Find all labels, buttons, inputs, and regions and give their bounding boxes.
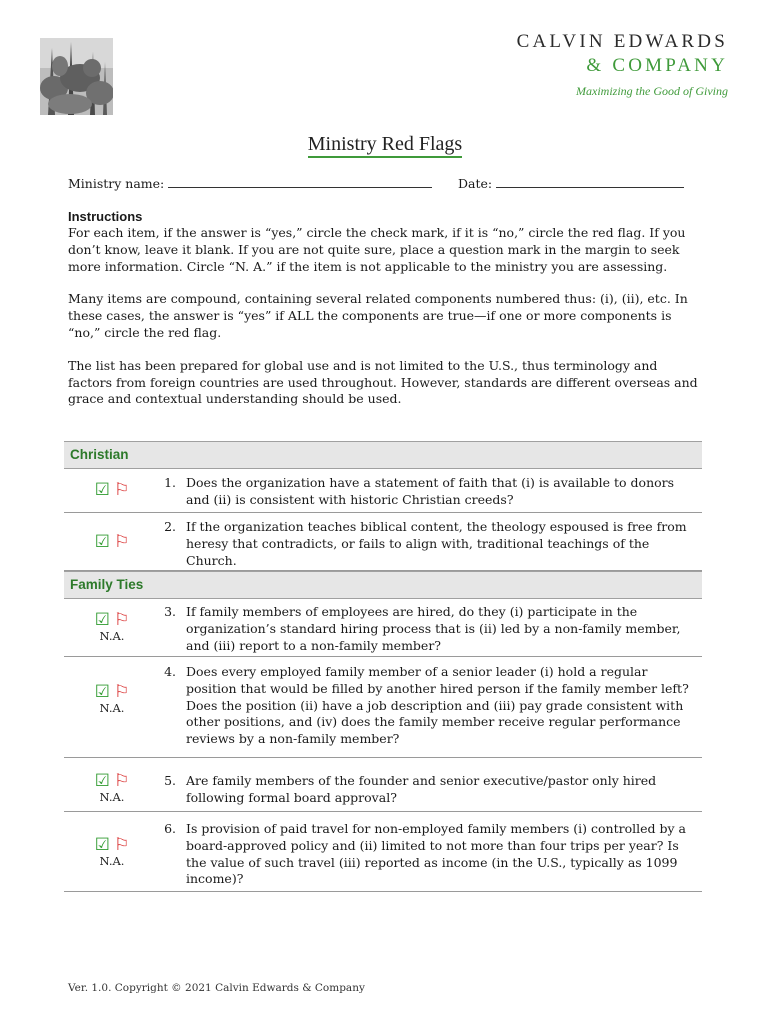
red-flag-icon[interactable]: ⚐ (114, 835, 130, 855)
red-flags-table (64, 441, 702, 892)
instructions-paragraph: The list has been prepared for global use and is not limited to the U.S., thus terminology and factors from foreign countries are used throughout. However, standards are different overseas and grace and contextual understanding should be used. (68, 357, 698, 407)
item-text: If the organization teaches biblical content, the theology espoused is free from heresy that contradicts, or fails to align with, traditional teachings of the Church. (186, 519, 687, 568)
check-mark-icon[interactable]: ☑ (94, 771, 110, 791)
item-text: Does the organization have a statement of faith that (i) is available to donors and (ii) is consistent with historic Christian creeds? (186, 475, 675, 507)
instructions-paragraph: Many items are compound, containing several related components numbered thus: (i), (ii), etc. In these cases, the answer is “yes” if ALL the components are true—if one or more components is “no,” circle the red flag. (68, 291, 688, 340)
red-flag-icon[interactable]: ⚐ (114, 682, 130, 702)
date-group (458, 176, 684, 191)
forest-photo (40, 38, 113, 115)
na-option[interactable]: N.A. (99, 701, 125, 715)
answer-marks (64, 683, 160, 715)
form-fields (68, 176, 493, 191)
brand-tagline: Maximizing the Good of Giving (576, 84, 728, 98)
footer-copyright: Ver. 1.0. Copyright © 2021 Calvin Edwards & Company (68, 982, 365, 994)
red-flag-icon[interactable]: ⚐ (114, 480, 130, 500)
check-mark-icon[interactable]: ☑ (94, 835, 110, 855)
table-row (64, 599, 702, 657)
red-flag-icon[interactable]: ⚐ (114, 532, 130, 552)
answer-marks (64, 533, 160, 551)
item-text: Is provision of paid travel for non-employed family members (i) controlled by a board-approved policy and (ii) limited to not more than four trips per year? Is the value of such travel (iii) reported as income (in the U.S., typically as 1099 income)? (186, 821, 686, 887)
check-mark-icon[interactable]: ☑ (94, 480, 110, 500)
item-text: Does every employed family member of a senior leader (i) hold a regular position that would be filled by another hired person if the family member left? Does the position (ii) have a job description and (iii) pay grade consistent with other positions, and (iv) does the family member receive regular performance reviews by a non-family member? (186, 664, 689, 747)
item-number: 1. (164, 475, 176, 490)
answer-marks (64, 836, 160, 868)
item-number: 5. (164, 773, 176, 788)
brand-company: & COMPANY (586, 55, 728, 76)
date-label: Date: (458, 176, 493, 191)
table-row (64, 758, 702, 812)
instructions (68, 208, 704, 424)
item-number: 2. (164, 519, 176, 534)
na-option[interactable]: N.A. (99, 854, 125, 868)
ministry-name-field[interactable] (168, 176, 432, 188)
na-option[interactable]: N.A. (99, 629, 125, 643)
section-header-christian: Christian (64, 441, 702, 469)
check-mark-icon[interactable]: ☑ (94, 682, 110, 702)
document-title-wrap (0, 133, 770, 156)
na-option[interactable]: N.A. (99, 790, 125, 804)
item-text: If family members of employees are hired, do they (i) participate in the organization’s standard hiring process that is (ii) led by a non-family member, and (iii) report to a non-family member? (186, 604, 681, 653)
check-mark-icon[interactable]: ☑ (94, 610, 110, 630)
item-number: 4. (164, 664, 176, 679)
table-row (64, 812, 702, 892)
instructions-paragraph: For each item, if the answer is “yes,” circle the check mark, if it is “no,” circle the red flag. If you don’t know, leave it blank. If you are not quite sure, place a question mark in the margin to seek more information. Circle “N. A.” if the item is not applicable to the ministry you are assessing. (68, 225, 686, 274)
brand-name: CALVIN EDWARDS (516, 31, 728, 52)
brand-block (517, 30, 728, 99)
item-number: 3. (164, 604, 176, 619)
date-field[interactable] (496, 176, 684, 188)
check-mark-icon[interactable]: ☑ (94, 532, 110, 552)
red-flag-icon[interactable]: ⚐ (114, 610, 130, 630)
instructions-heading: Instructions (68, 209, 143, 224)
item-number: 6. (164, 821, 176, 836)
table-row (64, 513, 702, 571)
answer-marks (64, 611, 160, 643)
table-row (64, 657, 702, 758)
answer-marks (64, 772, 160, 804)
document-title: Ministry Red Flags (308, 133, 462, 158)
table-row (64, 469, 702, 513)
item-text: Are family members of the founder and senior executive/pastor only hired following formal board approval? (186, 773, 657, 805)
section-header-family-ties: Family Ties (64, 571, 702, 599)
answer-marks (64, 481, 160, 499)
ministry-name-label: Ministry name: (68, 176, 165, 191)
red-flag-icon[interactable]: ⚐ (114, 771, 130, 791)
